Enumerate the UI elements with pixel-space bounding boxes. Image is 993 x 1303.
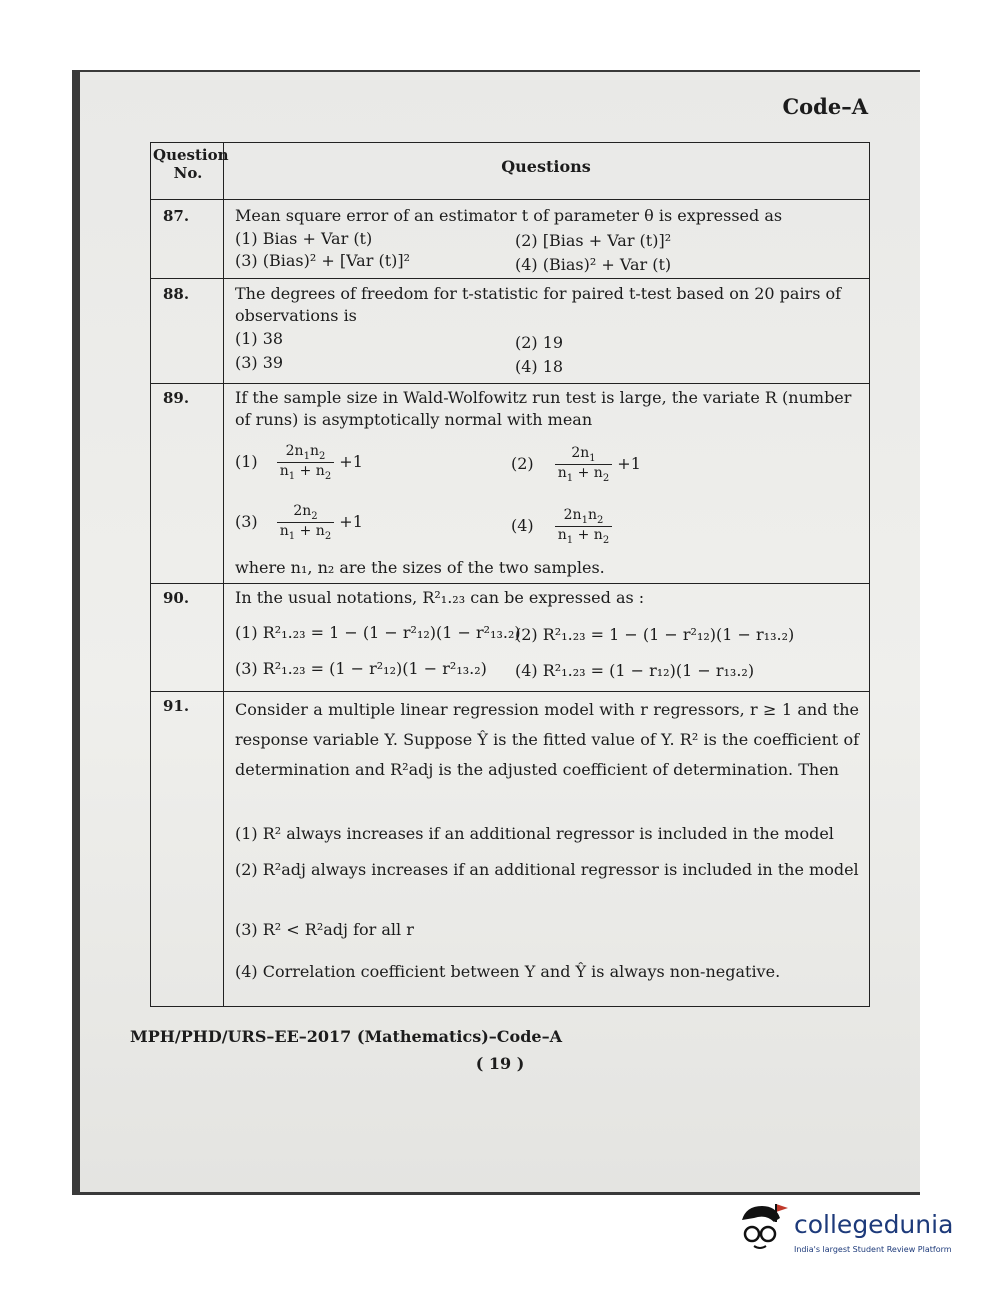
option: (3) R²₁.₂₃ = (1 − r²₁₂)(1 − r²₁₃.₂) [235, 659, 487, 678]
question-number: 88. [163, 285, 190, 303]
header-question-no: Question No. [153, 146, 229, 182]
question-number: 89. [163, 389, 190, 407]
option: (4) Correlation coefficient between Y and Ŷ is always non-negative. [235, 962, 781, 981]
option: (4) $\frac{2n_1n_2}{n_1 + n_2}$ [511, 507, 612, 546]
option: (1) Bias + Var (t) [235, 229, 373, 248]
paper-code: Code–A [782, 94, 868, 119]
header-questions: Questions [501, 157, 591, 176]
option: (1) $\frac{2n_1n_2}{n_1 + n_2}$ +1 [235, 443, 363, 482]
option: (2) R²adj always increases if an additional regressor is included in the model [235, 860, 859, 879]
question-note: where n₁, n₂ are the sizes of the two samples. [235, 558, 605, 577]
row-divider [151, 583, 869, 584]
row-divider [151, 691, 869, 692]
option: (4) R²₁.₂₃ = (1 − r₁₂)(1 − r₁₃.₂) [515, 661, 755, 680]
row-divider [151, 383, 869, 384]
row-divider [151, 278, 869, 279]
option: (3) $\frac{2n_2}{n_1 + n_2}$ +1 [235, 503, 363, 542]
question-text: If the sample size in Wald-Wolfowitz run test is large, the variate R (number of runs) is asymptotically normal with mean [235, 388, 852, 429]
column-divider [223, 143, 224, 1006]
option: (2) $\frac{2n_1}{n_1 + n_2}$ +1 [511, 445, 641, 484]
question-text: Consider a multiple linear regression model with r regressors, r ≥ 1 and the response variable Y. Suppose Ŷ is the fitted value of Y. R² is the coefficient of determination and R²adj is the adjusted coefficient of determination. Then [235, 700, 859, 779]
option: (2) [Bias + Var (t)]² [515, 231, 672, 250]
exam-page [80, 72, 920, 1192]
row-divider [151, 199, 869, 200]
question-text: Mean square error of an estimator t of parameter θ is expressed as [235, 206, 783, 225]
option: (1) 38 [235, 329, 284, 348]
option: (3) 39 [235, 353, 284, 372]
logo-wordmark: collegedunia [794, 1210, 954, 1239]
page-number: ( 19 ) [475, 1054, 525, 1073]
option: (3) R² < R²adj for all r [235, 920, 414, 939]
question-text: In the usual notations, R²₁.₂₃ can be expressed as : [235, 588, 645, 607]
logo-tagline: India's largest Student Review Platform [794, 1245, 952, 1254]
question-number: 87. [163, 207, 190, 225]
option: (1) R²₁.₂₃ = 1 − (1 − r²₁₂)(1 − r²₁₃.₂) [235, 623, 521, 642]
option: (4) (Bias)² + Var (t) [515, 255, 672, 274]
option: (2) 19 [515, 333, 564, 352]
question-table [150, 142, 870, 1007]
question-number: 90. [163, 589, 190, 607]
question-number: 91. [163, 697, 190, 715]
mascot-icon [736, 1200, 792, 1256]
option: (4) 18 [515, 357, 564, 376]
question-text: The degrees of freedom for t-statistic for paired t-test based on 20 pairs of observations is [235, 284, 842, 325]
exam-footer: MPH/PHD/URS–EE–2017 (Mathematics)–Code–A [130, 1027, 562, 1046]
option: (2) R²₁.₂₃ = 1 − (1 − r²₁₂)(1 − r₁₃.₂) [515, 625, 795, 644]
option: (3) (Bias)² + [Var (t)]² [235, 251, 411, 270]
option: (1) R² always increases if an additional regressor is included in the model [235, 824, 834, 843]
collegedunia-logo [736, 1200, 966, 1260]
